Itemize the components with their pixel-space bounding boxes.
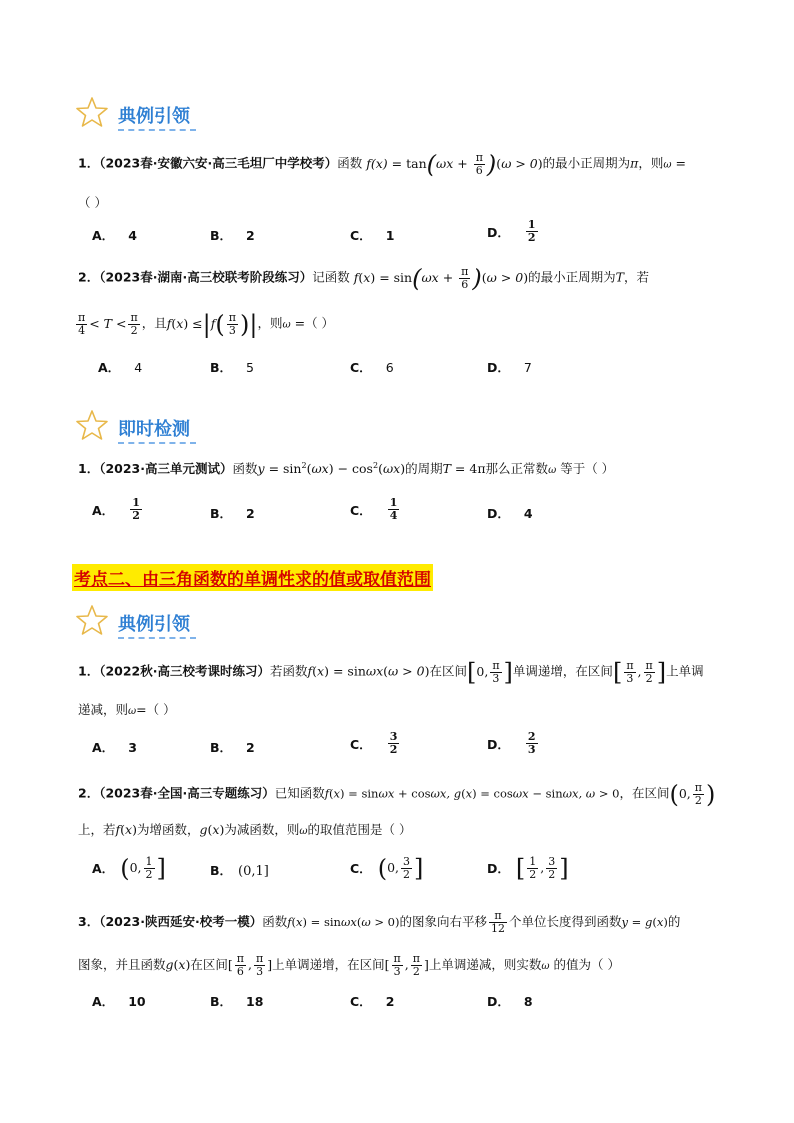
section-title: 考点二、由三角函数的单调性求的值或取值范围 [72,564,433,591]
option-value: 4 [134,360,143,375]
question-source: （2023·陕西延安·校考一模） [99,914,263,929]
fraction: $\frac{\pi}{3}$ [492,658,500,685]
fraction: $\frac{2}{3}$ [527,730,536,756]
star-icon [76,604,108,636]
fraction: $\frac{1}{4}$ [389,496,398,522]
question-2: 2．（2023春·湖南·高三校联考阶段练习）记函数 f(x) = sin(ωx + $\frac{\pi}{6}$ )(ω > 0)的最小正周期为T，若 [78,264,649,292]
option-value: 7 [523,360,532,375]
option-d[interactable] [487,504,533,522]
option-letter: C． [350,994,372,1009]
question-text: 上单调 [666,663,704,679]
fraction: $\frac{1}{2}$ [527,218,536,244]
option-d[interactable] [487,219,540,244]
question-text: 的周期 [405,461,443,476]
question-2-cont: $\frac{\pi}{4}$ < T < $\frac{\pi}{2}$ ，且f(x) ≤|f( $\frac{\pi}{3}$ )|，则ω =（ ） [74,310,334,338]
option-letter: A． [98,360,121,375]
question-text: 的图象向右平移 [399,914,487,929]
option-d[interactable] [487,731,540,756]
question-text: 函数 [337,155,363,171]
question-text: 的最小正周期为 [528,269,616,285]
question-text: 已知函数 [274,785,325,801]
heading-underline [118,129,196,131]
heading-underline [118,442,196,444]
fraction: $\frac{3}{2}$ [548,854,556,881]
question-5 [78,780,715,808]
question-text: 上单调递减，则实数 [428,957,542,972]
question-text: 的 [667,914,681,929]
math-expression: $\frac{\pi}{4}$ < T < $\frac{\pi}{2}$ [78,310,138,337]
question-number: 2． [78,785,100,801]
option-b[interactable] [210,504,255,522]
question-text: 的值为（ ） [553,957,621,972]
question-6: 3．（2023·陕西延安·校考一模）函数f(x) = sinωx(ω > 0)的图象向右平移 $\frac{\pi}{12}$ 个单位长度得到函数y = g(x)的 [78,909,681,935]
question-number: 1． [78,155,100,171]
question-text: 函数 [232,461,258,476]
option-b[interactable] [210,992,263,1010]
question-text: =（ ） [136,702,176,717]
question-source: （2023·高三单元测试） [99,461,233,476]
option-letter: A． [92,740,115,755]
math-expression: [ $\frac{\pi}{3}$ , $\frac{\pi}{2}$ ] [384,952,429,978]
question-source: （2023春·安徽六安·高三毛坦厂中学校考） [99,155,338,171]
question-text: =（ ） [294,315,335,331]
star-icon [76,409,108,441]
question-number: 3． [78,914,100,929]
question-source: （2022秋·高三校考课时练习） [99,663,270,679]
fraction: $\frac{\pi}{3}$ [256,952,264,978]
option-value: 2 [385,994,395,1009]
heading-title: 典例引领 [118,614,190,635]
option-value: 8 [523,994,533,1009]
option-letter: A． [92,994,115,1009]
option-value: 4 [523,506,533,521]
fraction: $\frac{\pi}{3}$ [393,952,401,978]
fraction: $\frac{\pi}{2}$ [130,310,138,337]
math-expression: f(x) = sin(ωx + $\frac{\pi}{6}$ )(ω > 0) [353,264,529,292]
option-b[interactable]: B． (0,1] [210,863,269,879]
question-6-cont: 图象，并且函数g(x)在区间[ $\frac{\pi}{6}$ , $\frac{\pi}{3}$ ]上单调递增，在区间[ $\frac{\pi}{3}$ , $\frac{\pi}{2}$ ]上单调递减，则实数ω 的值为（ ） [78,952,621,978]
question-text: 的最小正周期为 [542,155,631,171]
question-text: 函数 [262,914,288,929]
question-text: 若函数 [270,663,308,679]
option-letter: D． [487,360,510,375]
math-expression: $y = \sin^2(\omega x) - \cos^2(\omega x)$ [257,460,406,476]
fraction: $\frac{3}{2}$ [389,730,398,756]
question-text: ，则 [257,315,283,331]
option-c[interactable] [350,226,394,244]
fraction: $\frac{\pi}{6}$ [475,150,483,177]
option-letter: A． [92,228,115,243]
option-b[interactable] [210,226,255,244]
option-a[interactable] [92,226,137,244]
question-text: ，在区间 [619,785,670,801]
question-text: 在区间 [429,663,467,679]
fraction: $\frac{\pi}{3}$ [228,310,236,337]
fraction: $\frac{\pi}{6}$ [236,952,245,978]
question-5-cont: 上，若f(x)为增函数，g(x)为减函数，则ω的取值范围是（ ） [78,822,412,837]
question-text: ，且 [141,315,167,331]
fraction: $\frac{\pi}{12}$ [490,909,505,935]
option-letter: B． [210,360,233,375]
star-icon [76,96,108,128]
math-expression: f(x) = sinωx + cosωx, g(x) = cosωx − sinωx, ω > 0 [324,786,620,801]
option-a[interactable] [92,497,144,522]
option-letter: C． [350,228,372,243]
option-a[interactable] [92,992,146,1010]
math-expression: (0, $\frac{\pi}{2}$ ) [669,780,716,808]
fraction: $\frac{\pi}{4}$ [78,310,86,337]
question-number: 1． [78,663,100,679]
option-value: 2 [246,740,255,755]
option-value: 3 [128,740,137,755]
question-text: 记函数 [312,269,350,285]
option-letter: D． [487,736,510,752]
question-number: 2． [78,269,100,285]
option-letter: B． [210,506,233,521]
option-d[interactable] [487,358,532,376]
option-c[interactable] [350,731,401,756]
option-a[interactable] [98,358,142,376]
option-letter: C． [350,502,372,518]
question-number: 1． [78,461,100,476]
math-expression: f(x) ≤|f( $\frac{\pi}{3}$ )| [166,310,258,338]
option-value: 5 [246,360,254,375]
option-c[interactable]: C． (0, $\frac{3}{2}$ ] [350,854,424,882]
answer-paren: （ ） [78,195,107,210]
option-letter: C． [350,736,372,752]
option-letter: A． [92,861,115,876]
option-c[interactable] [350,497,401,522]
option-letter: C． [350,861,372,876]
question-text: 等于（ ） [560,461,615,476]
question-text: 单调递增，在区间 [512,663,613,679]
option-letter: B． [210,994,233,1009]
question-text: = [675,155,687,171]
fraction: $\frac{\pi}{3}$ [626,658,634,685]
option-value: 2 [246,506,255,521]
question-text: 上单调递增，在区间 [272,957,385,972]
option-c[interactable] [350,358,394,376]
heading-title: 即时检测 [118,419,190,440]
heading-underline [118,637,196,639]
option-letter: D． [487,994,510,1009]
option-letter: D． [487,861,510,876]
option-value: 2 [246,228,255,243]
math-expression: [ $\frac{\pi}{6}$ , $\frac{\pi}{3}$ ] [227,952,273,978]
option-value: 6 [385,360,394,375]
option-d[interactable]: D． [ $\frac{1}{2}$ , $\frac{3}{2}$ ] [487,854,569,882]
option-letter: B． [210,740,233,755]
fraction: $\frac{\pi}{2}$ [645,658,653,685]
question-text: 上，若 [78,822,116,837]
option-letter: D． [487,224,510,240]
question-text: ，则 [638,155,664,171]
question-text: 图象，并且函数 [78,957,166,972]
question-4-cont: 递减，则ω=（ ） [78,702,176,717]
option-b[interactable] [210,738,255,756]
heading-title: 典例引领 [118,106,190,127]
question-source: （2023春·湖南·高三校联考阶段练习） [99,269,313,285]
math-expression: f(x) = sinωx(ω > 0) [287,915,400,929]
option-letter: C． [350,360,372,375]
question-1: 1．（2023春·安徽六安·高三毛坦厂中学校考）函数 f(x) = tan(ωx + $\frac{\pi}{6}$ )(ω > 0)的最小正周期为π，则ω = [78,150,687,178]
question-text: 个单位长度得到函数 [508,914,622,929]
option-a[interactable]: A． (0, $\frac{1}{2}$ ] [92,854,166,882]
fraction: $\frac{\pi}{6}$ [461,264,469,291]
option-letter: B． [210,863,233,878]
option-value: 4 [128,228,137,243]
question-source: （2023春·全国·高三专题练习） [99,785,275,801]
math-expression: f(x) = sinωx(ω > 0) [307,663,430,679]
option-b[interactable] [210,358,254,376]
math-expression: [0, $\frac{\pi}{3}$ ] [467,658,513,686]
fraction: $\frac{1}{2}$ [132,496,140,522]
option-value: 18 [246,994,264,1009]
option-a[interactable] [92,738,137,756]
question-text: 的取值范围是（ ） [307,822,412,837]
fraction: $\frac{\pi}{2}$ [412,952,420,978]
option-value: 1 [385,228,395,243]
option-letter: D． [487,506,510,521]
option-letter: B． [210,228,233,243]
fraction: $\frac{\pi}{2}$ [694,780,702,807]
question-text: ，若 [623,269,649,285]
question-4 [78,658,704,686]
fraction: $\frac{1}{2}$ [145,854,153,881]
option-value: 10 [128,994,146,1009]
fraction: $\frac{1}{2}$ [529,854,537,881]
question-text: 为增函数， [137,822,200,837]
question-text: 在区间 [190,957,228,972]
option-letter: A． [92,502,115,518]
option-d[interactable] [487,992,533,1010]
math-expression: f(x) = tan(ωx + $\frac{\pi}{6}$ )(ω > 0) [366,150,543,178]
question-text: 为减函数，则 [224,822,300,837]
question-text: 那么正常数 [485,461,549,476]
option-c[interactable] [350,992,394,1010]
question-text: 递减，则 [78,702,129,717]
question-3: 1．（2023·高三单元测试）函数$y = \sin^2(\omega x) - \cos^2(\omega x)$的周期T = 4π那么正常数ω 等于（ ） [78,460,615,476]
fraction: $\frac{3}{2}$ [403,854,410,881]
math-expression: [ $\frac{\pi}{3}$ , $\frac{\pi}{2}$ ] [612,658,667,686]
